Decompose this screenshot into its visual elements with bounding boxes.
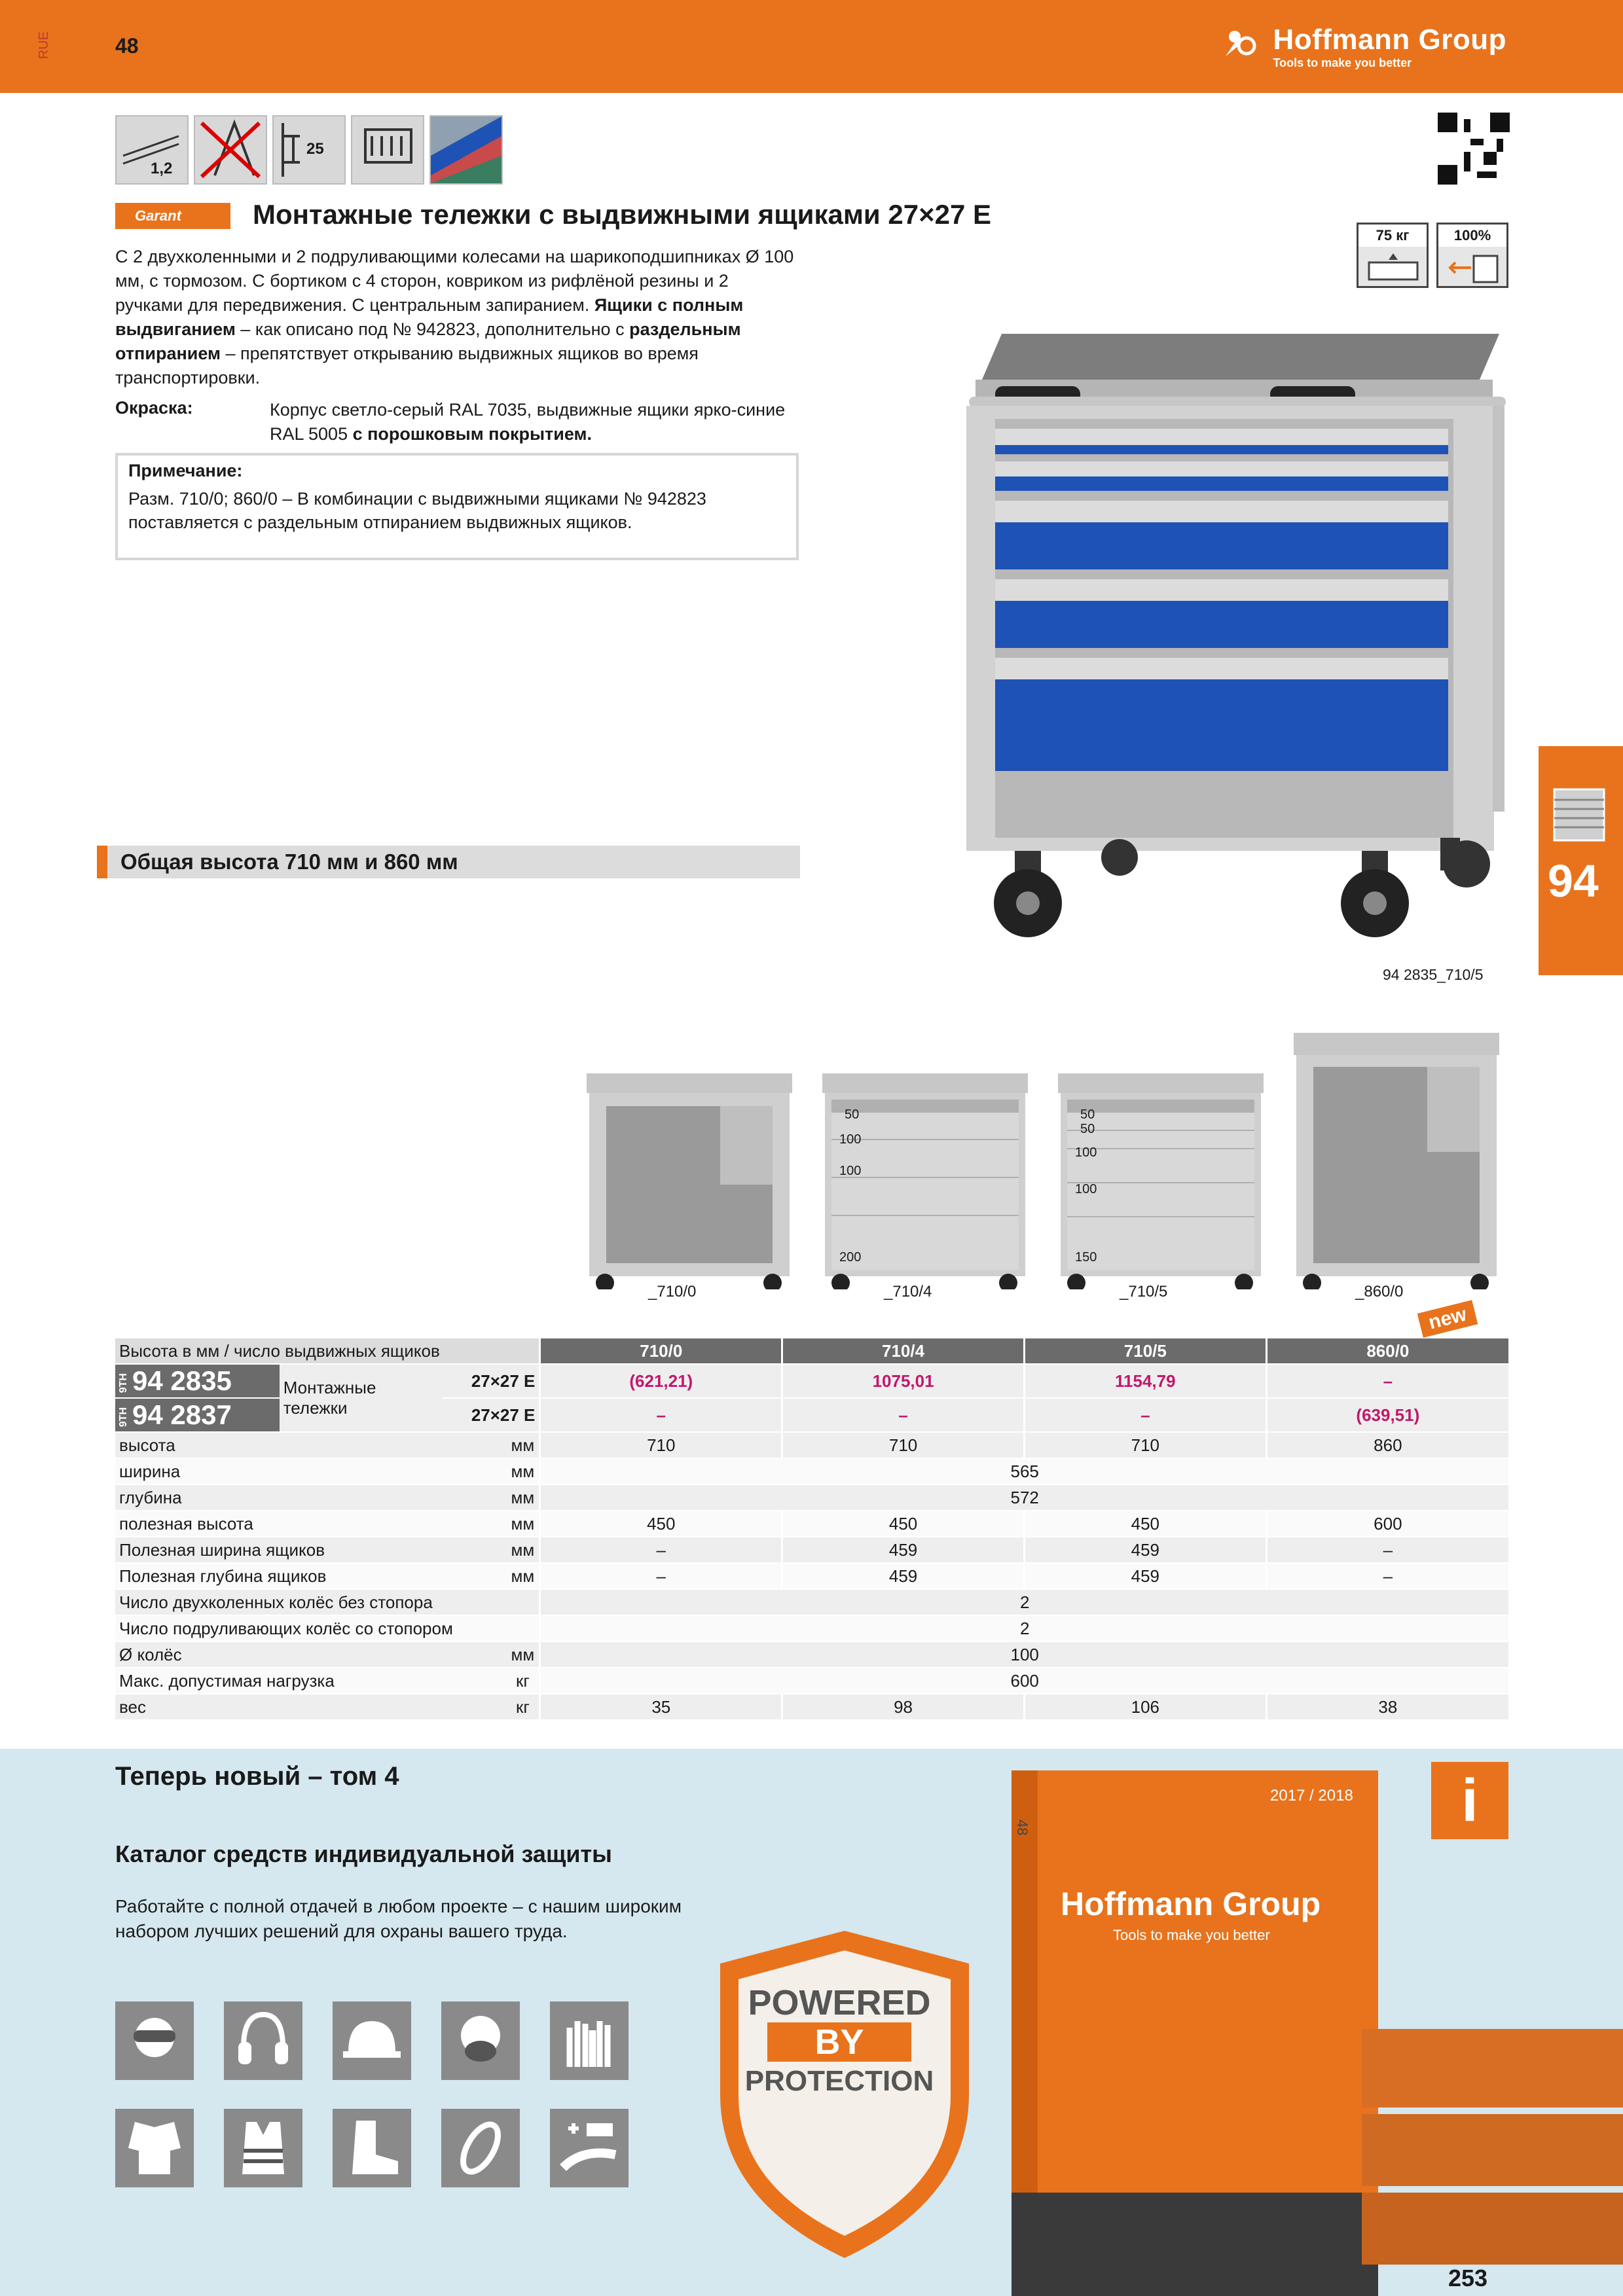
variant-caption: _860/0 (1355, 1283, 1404, 1300)
image-caption: 94 2835_710/5 (1383, 966, 1484, 983)
price-cell: (621,21) (540, 1364, 782, 1398)
spec-unit: мм (506, 1458, 539, 1484)
workwear-icon (115, 2109, 194, 2187)
color-options-icon (429, 115, 503, 185)
spec-value: 106 (1024, 1694, 1266, 1720)
spec-value: 2 (540, 1615, 1508, 1641)
article-number (115, 1398, 280, 1432)
column-header: 710/4 (782, 1338, 1025, 1364)
description-end: – препятствует открыванию выдвижных ящиков во время транспортировки. (115, 344, 699, 387)
brand-name: Hoffmann Group (1273, 24, 1506, 56)
catalog-bottom-band (1012, 2193, 1378, 2296)
note-title: Примечание: (128, 461, 243, 480)
variant-caption: _710/5 (1120, 1283, 1168, 1300)
variant-caption: _710/0 (648, 1283, 697, 1300)
price-cell: 1154,79 (1024, 1364, 1266, 1398)
first-aid-icon (550, 2109, 629, 2187)
article-type: 27×27 E (442, 1398, 540, 1432)
hoffmann-logo-icon (1223, 27, 1265, 58)
spec-label: Макс. допустимая нагрузка (115, 1668, 506, 1694)
spec-unit: мм (506, 1511, 539, 1537)
accessories-icon (351, 115, 424, 185)
spec-label: высота (115, 1432, 506, 1458)
pitch-value: 25 (306, 140, 324, 158)
drawer-height: 100 (1075, 1182, 1097, 1196)
spec-row (115, 1563, 1508, 1589)
drawer-load-icon (1365, 253, 1421, 283)
spec-value: 100 (540, 1641, 1508, 1668)
spec-value: 450 (540, 1511, 782, 1537)
article-prefix: 9TH (118, 1372, 129, 1393)
description-text: С 2 двухколенными и 2 подруливающими колесами на шарикоподшипниках Ø 100 мм, с тормозом. С бортиком с 4 сторон, ковриком из рифлёной резины и 2 ручками для передвижения. С центральным запиранием. (115, 247, 794, 315)
cart-product-image (956, 314, 1512, 942)
load-capacity-badge (1357, 223, 1429, 288)
table-header-row (115, 1338, 1508, 1364)
paint-label: Окраска: (115, 398, 193, 418)
drawer-height: 100 (1075, 1145, 1097, 1160)
spec-value: – (540, 1563, 782, 1589)
spec-label: вес (115, 1694, 506, 1720)
variant-860-0 (1283, 1028, 1512, 1300)
variant-710-5 (1048, 1028, 1277, 1300)
spec-value: 38 (1266, 1694, 1508, 1720)
spec-row (115, 1537, 1508, 1563)
spec-value: 710 (782, 1432, 1025, 1458)
spec-unit: мм (506, 1563, 539, 1589)
brand-logo (1227, 24, 1506, 70)
section-title: Общая высота 710 мм и 860 мм (120, 850, 458, 874)
new-badge: new (1417, 1300, 1478, 1338)
spec-value: 459 (782, 1537, 1025, 1563)
spec-value: 600 (540, 1668, 1508, 1694)
spec-value: 572 (540, 1484, 1508, 1511)
spec-value: 459 (782, 1563, 1025, 1589)
column-header: 860/0 (1266, 1338, 1508, 1364)
ear-protection-icon (224, 2001, 302, 2080)
full-extension-badge (1436, 223, 1508, 288)
spec-value: 450 (1024, 1511, 1266, 1537)
spec-row (115, 1432, 1508, 1458)
price-cell: – (540, 1398, 782, 1432)
catalog-spine-number: 48 (1014, 1820, 1030, 1836)
variant-710-0 (576, 1028, 805, 1300)
storage-box (1362, 2029, 1623, 2108)
spec-label: ширина (115, 1458, 506, 1484)
hard-hat-icon (333, 2001, 411, 2080)
storage-box (1362, 2193, 1623, 2265)
drawer-height: 150 (1075, 1250, 1097, 1265)
article-number (115, 1364, 280, 1398)
spec-label: полезная высота (115, 1511, 506, 1537)
price-cell: – (782, 1398, 1025, 1432)
spec-unit (506, 1615, 539, 1641)
drawer-height: 100 (839, 1164, 862, 1178)
garant-badge: Garant (115, 203, 230, 229)
spec-value: 459 (1024, 1563, 1266, 1589)
fall-protection-icon (441, 2109, 520, 2187)
spec-value: 459 (1024, 1537, 1266, 1563)
spec-value: 710 (1024, 1432, 1266, 1458)
spec-value: 450 (782, 1511, 1025, 1537)
pitch-icon (272, 115, 346, 185)
spec-label: Число подруливающих колёс со стопором (115, 1615, 506, 1641)
spec-value: – (1266, 1563, 1508, 1589)
shield-line-3: PROTECTION (744, 2065, 934, 2097)
spec-value: 565 (540, 1458, 1508, 1484)
spec-label: Полезная глубина ящиков (115, 1563, 506, 1589)
info-icon: i (1431, 1762, 1508, 1839)
full-extension-icon (1445, 253, 1501, 283)
paint-text (270, 398, 807, 446)
spec-value: 35 (540, 1694, 782, 1720)
sheet-thickness-icon (115, 115, 189, 185)
load-capacity-label: 75 кг (1359, 224, 1427, 247)
spec-unit: мм (506, 1641, 539, 1668)
note-box (115, 453, 799, 560)
shield-line-1: POWERED (748, 1983, 931, 2022)
gloves-icon (550, 2001, 629, 2080)
spec-unit: мм (506, 1484, 539, 1511)
no-climbing-icon (194, 115, 267, 185)
chapter-number: 94 (1548, 855, 1599, 906)
storage-box (1362, 2114, 1623, 2186)
goggles-icon (115, 2001, 194, 2080)
spec-value: – (1266, 1537, 1508, 1563)
price-cell: – (1266, 1364, 1508, 1398)
shield-line-2: BY (767, 2022, 911, 2062)
product-title: Монтажные тележки с выдвижными ящиками 27×27 E (253, 199, 992, 230)
spec-row (115, 1615, 1508, 1641)
spec-unit: мм (506, 1432, 539, 1458)
drawer-height: 50 (1080, 1107, 1095, 1122)
spec-unit (506, 1589, 539, 1615)
language-code: RUE (37, 31, 51, 60)
column-header: 710/0 (540, 1338, 782, 1364)
drawer-height: 50 (845, 1107, 860, 1122)
paint-bold: с порошковым покрытием. (352, 424, 593, 444)
banner-title: Теперь новый – том 4 (115, 1762, 399, 1791)
banner-text: Работайте с полной отдачей в любом проекте – с нашим широким набором лучших решений для охраны вашего труда. (115, 1896, 682, 1941)
catalog-brand: Hoffmann Group (1061, 1886, 1321, 1922)
banner-subtitle: Каталог средств индивидуальной защиты (115, 1840, 612, 1867)
variant-710-4 (812, 1028, 1041, 1300)
hi-vis-vest-icon (224, 2109, 302, 2187)
spec-value: 710 (540, 1432, 782, 1458)
article-row (115, 1364, 1508, 1398)
description-bold-2: раздельным отпиранием (115, 319, 741, 363)
table-header-label: Высота в мм / число выдвижных ящиков (115, 1338, 540, 1364)
description-bold-1: Ящики с полным выдвиганием (115, 295, 744, 339)
article-type: 27×27 E (442, 1364, 540, 1398)
spec-value: 2 (540, 1589, 1508, 1615)
spec-row (115, 1589, 1508, 1615)
drawer-height: 100 (839, 1132, 862, 1147)
variant-caption: _710/4 (884, 1283, 932, 1300)
price-cell: – (1024, 1398, 1266, 1432)
cabinet-icon (1552, 787, 1607, 843)
description-mid: – как описано под № 942823, дополнительно с (235, 319, 630, 339)
spec-row (115, 1694, 1508, 1720)
spec-value: 860 (1266, 1432, 1508, 1458)
column-header: 710/5 (1024, 1338, 1266, 1364)
spec-value: 600 (1266, 1511, 1508, 1537)
spec-value: 98 (782, 1694, 1025, 1720)
article-code: 94 2837 (132, 1399, 232, 1430)
page-number-bottom: 253 (1448, 2265, 1488, 2291)
qr-code-icon[interactable] (1438, 113, 1510, 185)
article-code: 94 2835 (132, 1365, 232, 1396)
spec-label: Полезная ширина ящиков (115, 1537, 506, 1563)
safety-boot-icon (333, 2109, 411, 2187)
spec-row (115, 1458, 1508, 1484)
thickness-value: 1,2 (151, 160, 173, 177)
product-description (115, 245, 796, 390)
spec-row (115, 1668, 1508, 1694)
spec-label: глубина (115, 1484, 506, 1511)
spec-value: – (540, 1537, 782, 1563)
spec-unit: кг (506, 1694, 539, 1720)
catalog-tagline: Tools to make you better (1113, 1927, 1270, 1943)
section-accent (97, 846, 107, 878)
spec-table (115, 1338, 1508, 1721)
paint-description: Корпус светло-серый RAL 7035, выдвижные ящики ярко-синие RAL 5005 (270, 400, 786, 444)
spec-row (115, 1511, 1508, 1537)
price-cell: 1075,01 (782, 1364, 1025, 1398)
article-name: Монтажные тележки (280, 1364, 443, 1432)
spec-unit: мм (506, 1537, 539, 1563)
price-cell: (639,51) (1266, 1398, 1508, 1432)
spec-label: Число двухколенных колёс без стопора (115, 1589, 506, 1615)
spec-row (115, 1641, 1508, 1668)
brand-tagline: Tools to make you better (1273, 56, 1412, 69)
article-prefix: 9TH (118, 1407, 129, 1427)
respirator-icon (441, 2001, 520, 2080)
drawer-height: 50 (1080, 1122, 1095, 1136)
chapter-tab (1539, 746, 1623, 975)
spec-unit: кг (506, 1668, 539, 1694)
note-text: Разм. 710/0; 860/0 – В комбинации с выдвижными ящиками № 942823 поставляется с раздельным отпиранием выдвижных ящиков. (128, 489, 706, 532)
catalog-year: 2017 / 2018 (1270, 1787, 1353, 1804)
spec-label: Ø колёс (115, 1641, 506, 1668)
page-number-top: 48 (115, 34, 139, 58)
shield-text (741, 1983, 938, 2101)
spec-row (115, 1484, 1508, 1511)
drawer-height: 200 (839, 1250, 862, 1265)
full-extension-label: 100% (1438, 224, 1506, 247)
section-bar (97, 846, 800, 878)
